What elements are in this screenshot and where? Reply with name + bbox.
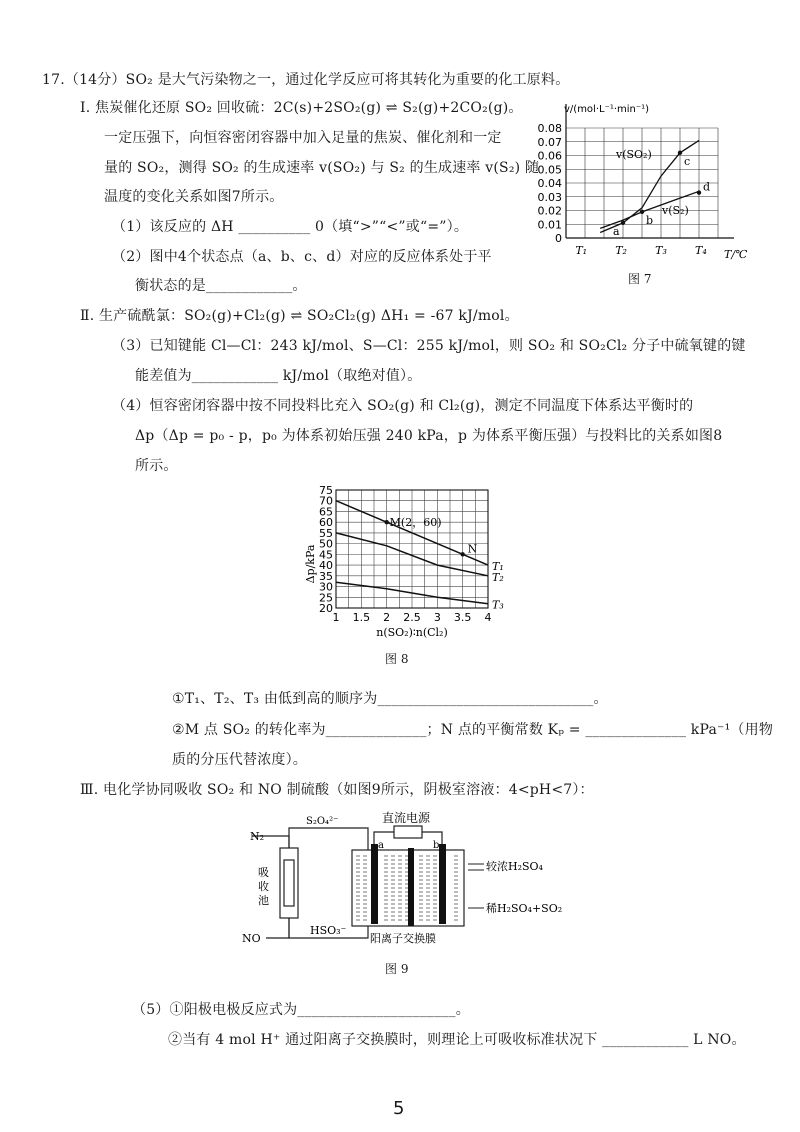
- label-a: a: [378, 840, 384, 851]
- fig7-xtick-label: T₄: [695, 244, 707, 257]
- fig8-point-m: [384, 520, 388, 524]
- figure-8-chart: [300, 480, 520, 640]
- figure-8-caption: 图 8: [385, 652, 409, 666]
- figure-9-diagram: [228, 808, 588, 948]
- figure-7-caption: 图 7: [628, 272, 652, 286]
- fig7-ytick-label: 0.06: [537, 149, 562, 163]
- anode-electrode: [439, 844, 446, 924]
- fig7-point-d: [697, 190, 701, 194]
- question-5-2: ②当有 4 mol H⁺ 通过阳离子交换膜时，则理论上可吸收标准状况下 ____________ L NO。: [168, 1032, 746, 1048]
- question-2: （2）图中4个状态点（a、b、c、d）对应的反应体系处于平: [112, 249, 492, 265]
- figure-7-chart: [528, 98, 760, 270]
- fig8-xtick-label: 1.5: [352, 611, 371, 624]
- cation-exchange-membrane: [408, 848, 414, 926]
- fig7-ytick-label: 0.07: [537, 135, 562, 149]
- label-hso3: HSO₃⁻: [310, 924, 347, 937]
- fig7-ylabel: v/(mol·L⁻¹·min⁻¹): [564, 104, 650, 115]
- fig8-xtick-label: 3: [433, 611, 441, 624]
- fig8-ytick-label: 35: [319, 569, 333, 583]
- fig7-xtick-label: T₁: [575, 244, 588, 257]
- fig7-point-b: [640, 210, 644, 214]
- question-3-cont: 能差值为____________ kJ/mol（取绝对值）。: [135, 368, 422, 384]
- absorber-inner: [284, 860, 294, 906]
- s2o4-pipe: [289, 828, 368, 850]
- fig7-point-label: b: [646, 213, 654, 227]
- fig8-xtick-label: 4: [484, 611, 492, 624]
- label-absorber-3: 池: [258, 894, 269, 907]
- fig8-series-label: T₁: [492, 560, 504, 574]
- question-4-cont: Δp（Δp = p₀ - p，p₀ 为体系初始压强 240 kPa，p 为体系平衡压强）与投料比的关系如图8: [135, 428, 723, 444]
- part1-line2: 一定压强下，向恒容密闭容器中加入足量的焦炭、催化剂和一定: [104, 130, 502, 146]
- part1-line4: 温度的变化关系如图7所示。: [104, 189, 284, 205]
- question-2-cont: 衡状态的是____________。: [135, 278, 307, 294]
- fig7-ytick-label: 0.05: [537, 163, 562, 177]
- fig7-xtick-label: T₃: [655, 244, 667, 257]
- label-n2: N₂: [250, 830, 265, 843]
- fig8-ytick-label: 40: [319, 559, 333, 573]
- fig8-ytick-label: 60: [319, 516, 333, 530]
- fig8-xtick-label: 2: [383, 611, 391, 624]
- figure-9-caption: 图 9: [385, 962, 409, 976]
- no-inlet-pipe: [266, 918, 289, 938]
- label-absorber-1: 吸: [258, 866, 269, 879]
- label-dilute-h2so4: 稀H₂SO₄+SO₂: [486, 902, 563, 915]
- fig8-point-n: [460, 552, 464, 556]
- fig7-point-label: c: [684, 154, 691, 168]
- label-membrane: 阳离子交换膜: [370, 932, 436, 945]
- fig7-ytick-label: 0.08: [537, 122, 562, 135]
- problem-header: 17.（14分）SO₂ 是大气污染物之一，通过化学反应可将其转化为重要的化工原料。: [42, 72, 570, 88]
- fig7-ytick-label: 0.01: [537, 218, 562, 232]
- label-b: b: [433, 840, 440, 851]
- label-absorber-2: 收: [258, 880, 269, 893]
- fig7-xtick-label: T₂: [615, 244, 627, 257]
- subquestion-4-1: ①T₁、T₂、T₃ 由低到高的顺序为______________________________。: [172, 691, 608, 707]
- fig8-series-label: T₃: [492, 598, 504, 612]
- label-power: 直流电源: [382, 811, 431, 825]
- fig7-xlabel: T/℃: [724, 248, 748, 261]
- part1-intro: Ⅰ. 焦炭催化还原 SO₂ 回收硫：2C(s)+2SO₂(g) ⇌ S₂(g)+2CO₂(g)。: [80, 100, 523, 116]
- fig7-curve-label-so2: v(SO₂): [616, 148, 652, 161]
- fig7-ytick-label: 0: [555, 232, 562, 245]
- label-s2o4: S₂O₄²⁻: [306, 816, 339, 827]
- label-no: NO: [242, 932, 261, 945]
- question-3: （3）已知键能 Cl—Cl：243 kJ/mol、S—Cl：255 kJ/mol，则 SO₂ 和 SO₂Cl₂ 分子中硫氧键的键: [112, 338, 746, 354]
- fig7-ytick-label: 0.02: [537, 204, 562, 218]
- fig8-xtick-label: 1: [332, 611, 340, 624]
- fig7-point-label: d: [703, 180, 711, 194]
- question-4-cont2: 所示。: [135, 458, 178, 474]
- fig8-ytick-label: 55: [319, 526, 333, 540]
- part3-intro: Ⅲ. 电化学协同吸收 SO₂ 和 NO 制硫酸（如图9所示，阴极室溶液：4<pH<7）：: [80, 782, 594, 798]
- subquestion-4-2-cont: 质的分压代替浓度）。: [172, 752, 307, 768]
- fig8-ytick-label: 70: [319, 494, 333, 508]
- page-number: 5: [393, 1098, 405, 1119]
- fig7-point-c: [678, 151, 682, 155]
- fig8-annot-m: M(2，60): [389, 516, 442, 530]
- fig8-ytick-label: 50: [319, 537, 333, 551]
- fig8-ytick-label: 75: [319, 484, 333, 497]
- fig8-annot-n: N: [467, 542, 478, 556]
- fig8-xtick-label: 2.5: [403, 611, 421, 624]
- fig8-xlabel: n(SO₂)∶n(Cl₂): [376, 626, 448, 639]
- fig8-series-label: T₂: [492, 570, 504, 584]
- fig7-point-label: a: [613, 224, 620, 238]
- fig8-ytick-label: 65: [319, 505, 333, 519]
- fig8-ytick-label: 30: [319, 580, 333, 594]
- fig8-ytick-label: 45: [319, 548, 333, 562]
- fig8-xtick-label: 3.5: [453, 611, 472, 624]
- question-5: （5）①阳极电极反应式为______________________。: [132, 1002, 470, 1018]
- question-4: （4）恒容密闭容器中按不同投料比充入 SO₂(g) 和 Cl₂(g)，测定不同温度下体系达平衡时的: [112, 398, 694, 414]
- power-source-box: [394, 826, 422, 838]
- fig7-ytick-label: 0.04: [537, 177, 562, 190]
- fig8-ytick-label: 25: [319, 591, 333, 605]
- fig7-point-a: [621, 221, 625, 225]
- subquestion-4-2: ②M 点 SO₂ 的转化率为______________；N 点的平衡常数 Kₚ = ______________ kPa⁻¹（用物: [172, 722, 774, 738]
- label-conc-h2so4: 较浓H₂SO₄: [486, 860, 543, 873]
- part1-line3: 量的 SO₂，测得 SO₂ 的生成速率 v(SO₂) 与 S₂ 的生成速率 v(S₂) 随: [104, 160, 540, 176]
- cathode-electrode: [371, 844, 378, 924]
- fig7-ytick-label: 0.03: [537, 190, 562, 204]
- part2-intro: Ⅱ. 生产硫酰氯：SO₂(g)+Cl₂(g) ⇌ SO₂Cl₂(g) ΔH₁ = -67 kJ/mol。: [80, 308, 519, 324]
- fig7-curve-label-s2: v(S₂): [662, 204, 689, 217]
- question-1: （1）该反应的 ΔH __________ 0（填“>”“<”或“=”）。: [112, 219, 469, 235]
- fig8-ylabel: Δp/kPa: [304, 544, 317, 584]
- fig8-ytick-label: 20: [319, 602, 333, 615]
